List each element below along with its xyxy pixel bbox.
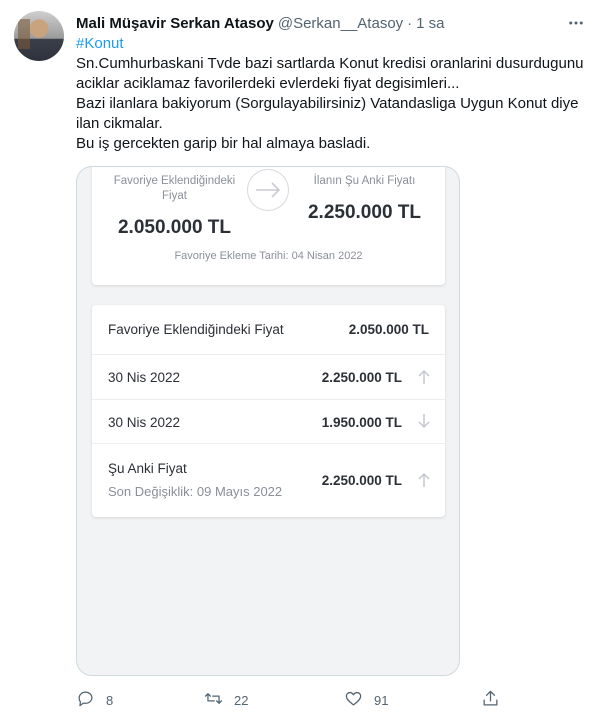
author-handle[interactable]: @Serkan__Atasoy — [277, 14, 404, 32]
tweet-line: Sn.Cumhurbaskani Tvde bazi sartlarda Konut kredisi oranlarini dusurdugunu aciklar aciklamaz favorilerdeki evlerdeki fiyat degisimleri... — [76, 55, 584, 92]
separator: · — [407, 14, 413, 32]
history-label: 30 Nis 2022 — [108, 415, 181, 430]
like-button[interactable] — [344, 688, 388, 712]
tweet-line: Bu iş gercekten garip bir hal almaya basladi. — [76, 135, 371, 152]
history-price: 2.250.000 TL — [321, 473, 402, 488]
tweet-actions — [76, 688, 506, 712]
more-options-icon[interactable] — [566, 13, 586, 33]
share-icon — [481, 689, 500, 711]
retweet-button[interactable] — [204, 688, 248, 712]
history-label: 30 Nis 2022 — [108, 370, 181, 385]
original-price-label: Favoriye Eklendiğindeki Fiyat — [113, 175, 236, 202]
history-row — [92, 355, 445, 400]
current-price: 2.250.000 TL — [307, 202, 422, 223]
author-name[interactable]: Mali Müşavir Serkan Atasoy — [76, 14, 274, 32]
history-row — [92, 305, 445, 355]
current-price-label: İlanın Şu Anki Fiyatı — [313, 175, 416, 187]
tweet-media-image[interactable] — [76, 166, 460, 676]
like-count: 91 — [374, 692, 389, 708]
retweet-count: 22 — [234, 692, 249, 708]
history-price: 2.250.000 TL — [321, 370, 402, 385]
original-price-column — [102, 174, 247, 239]
heart-icon — [344, 689, 363, 711]
last-change-date: Son Değişiklik: 09 Mayıs 2022 — [108, 484, 283, 499]
reply-icon — [76, 689, 95, 711]
author-avatar[interactable] — [14, 11, 64, 61]
history-price: 2.050.000 TL — [348, 322, 429, 337]
arrow-up-icon — [417, 472, 431, 488]
history-label: Favoriye Eklendiğindeki Fiyat — [108, 322, 284, 337]
reply-button[interactable] — [76, 688, 113, 712]
price-history-card — [92, 305, 445, 517]
original-price: 2.050.000 TL — [117, 217, 232, 238]
tweet-time[interactable]: 1 sa — [416, 14, 445, 32]
history-price: 1.950.000 TL — [321, 415, 402, 430]
reply-count: 8 — [106, 692, 114, 708]
price-summary-card — [92, 166, 445, 285]
arrow-right-icon — [247, 169, 289, 211]
arrow-down-icon — [417, 413, 431, 429]
tweet-line: Bazi ilanlara bakiyorum (Sorgulayabilirsiniz) Vatandasliga Uygun Konut diye ilan cikmalar. — [76, 95, 579, 132]
history-row — [92, 444, 445, 517]
history-label: Şu Anki Fiyat — [108, 461, 187, 476]
hashtag-link[interactable]: #Konut — [76, 35, 124, 52]
favorite-date: Favoriye Ekleme Tarihi: 04 Nisan 2022 — [174, 250, 363, 262]
tweet-header — [76, 13, 586, 33]
arrow-up-icon — [417, 369, 431, 385]
current-price-column — [292, 174, 437, 224]
tweet-text — [76, 34, 591, 154]
retweet-icon — [204, 689, 223, 711]
history-row — [92, 400, 445, 444]
share-button[interactable] — [481, 688, 500, 712]
